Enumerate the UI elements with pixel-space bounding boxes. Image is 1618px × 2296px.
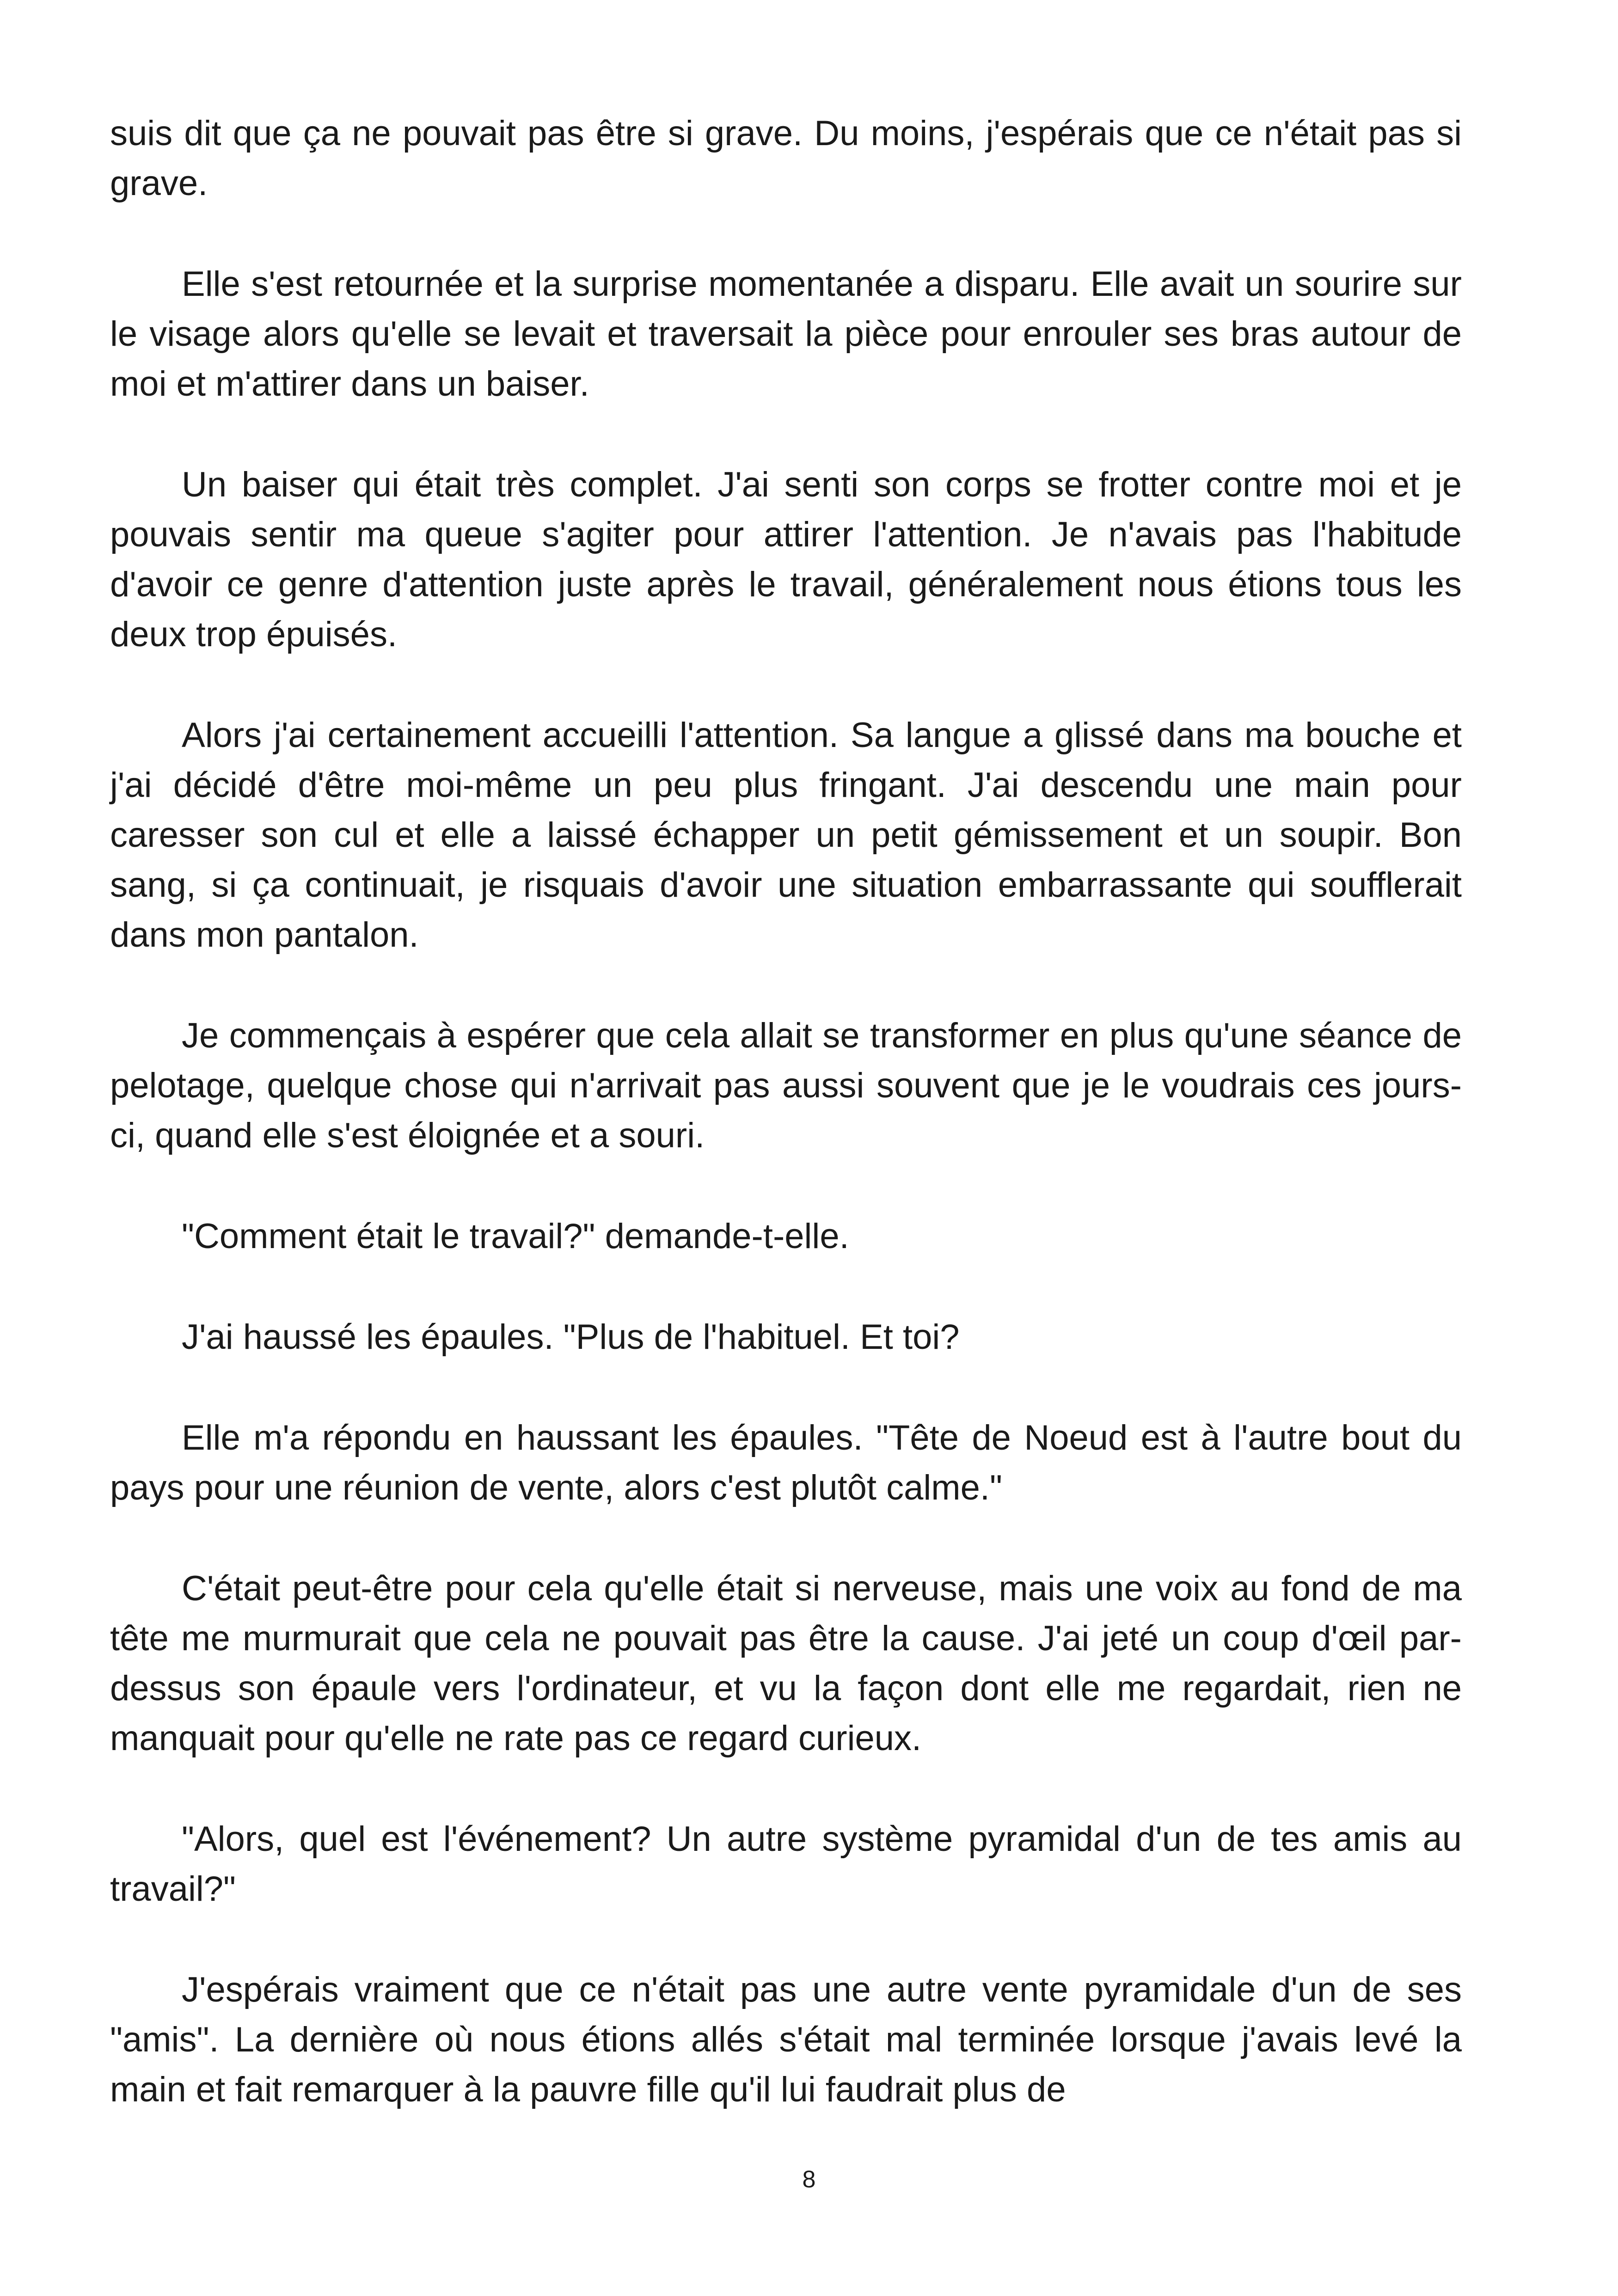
paragraph: Je commençais à espérer que cela allait se transformer en plus qu'une séance de pelotage, quelque chose qui n'arrivait pas aussi souvent que je le voudrais ces jours-ci, quand elle s'est éloignée et a souri. bbox=[110, 1016, 1462, 1155]
paragraph: Un baiser qui était très complet. J'ai senti son corps se frotter contre moi et je pouvais sentir ma queue s'agiter pour attirer l'attention. Je n'avais pas l'habitude d'avoir ce genre d'attention juste après le travail, généralement nous étions tous les deux trop épuisés. bbox=[110, 465, 1462, 654]
paragraph-continued: J'espérais vraiment que ce n'était pas une autre vente pyramidale d'un de ses "amis". La dernière où nous étions allés s'était mal terminée lorsque j'avais levé la main et fait remarquer à la pauvre fille qu'il lui faudrait plus de bbox=[110, 1970, 1462, 2109]
paragraph: Alors j'ai certainement accueilli l'attention. Sa langue a glissé dans ma bouche et j'ai décidé d'être moi-même un peu plus fringant. J'ai descendu une main pour caresser son cul et elle a laissé échapper un petit gémissement et un soupir. Bon sang, si ça continuait, je risquais d'avoir une situation embarrassante qui soufflerait dans mon pantalon. bbox=[110, 716, 1462, 955]
paragraph: J'ai haussé les épaules. "Plus de l'habituel. Et toi? bbox=[182, 1317, 960, 1357]
paragraph: Elle m'a répondu en haussant les épaules. "Tête de Noeud est à l'autre bout du pays pour une réunion de vente, alors c'est plutôt calme." bbox=[110, 1418, 1462, 1507]
paragraph: C'était peut-être pour cela qu'elle était si nerveuse, mais une voix au fond de ma tête me murmurait que cela ne pouvait pas être la cause. J'ai jeté un coup d'œil par-dessus son épaule vers l'ordinateur, et vu la façon dont elle me regardait, rien ne manquait pour qu'elle ne rate pas ce regard curieux. bbox=[110, 1569, 1462, 1758]
page-number: 8 bbox=[802, 2166, 816, 2193]
paragraph: "Comment était le travail?" demande-t-elle. bbox=[182, 1217, 849, 1256]
paragraph: "Alors, quel est l'événement? Un autre système pyramidal d'un de tes amis au travail?" bbox=[110, 1819, 1462, 1909]
paragraph-continuation: suis dit que ça ne pouvait pas être si grave. Du moins, j'espérais que ce n'était pas si grave. bbox=[110, 114, 1462, 203]
paragraph: Elle s'est retournée et la surprise momentanée a disparu. Elle avait un sourire sur le visage alors qu'elle se levait et traversait la pièce pour enrouler ses bras autour de moi et m'attirer dans un baiser. bbox=[110, 264, 1462, 404]
body-text bbox=[110, 109, 1462, 2115]
